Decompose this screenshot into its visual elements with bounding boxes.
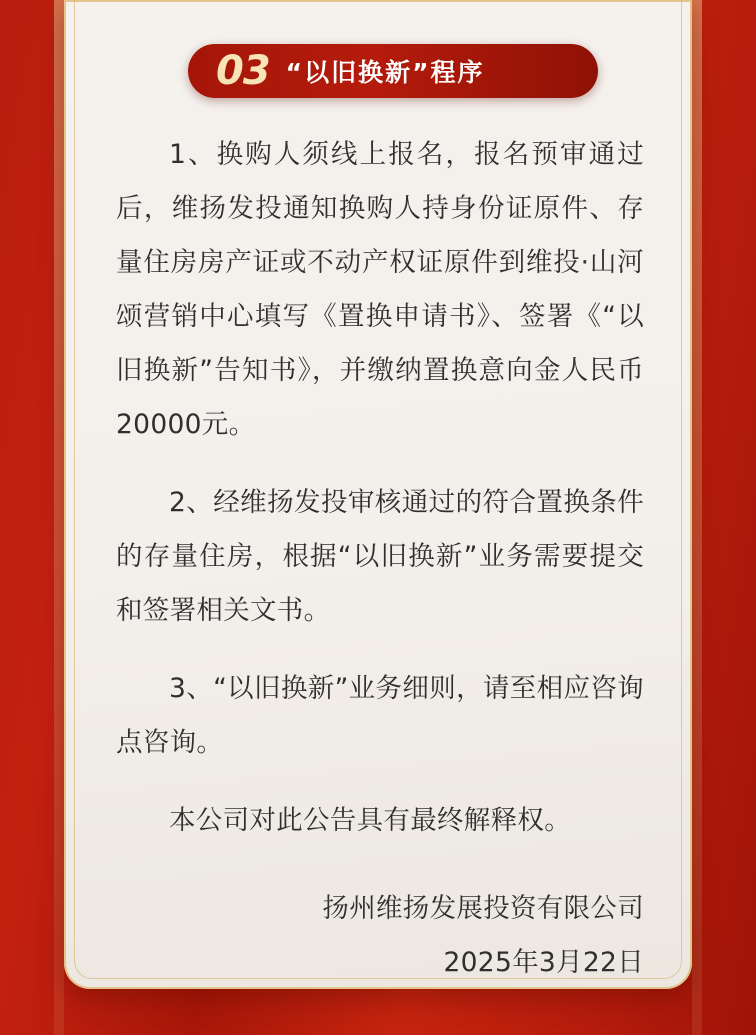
right-gold-edge	[692, 0, 702, 1035]
signature-date: 2025年3月22日	[443, 947, 644, 978]
content-card	[64, 0, 692, 989]
body-text	[116, 128, 644, 989]
section-title: “以旧换新”程序	[285, 58, 485, 87]
paragraph-2: 2、经维扬发投审核通过的符合置换条件的存量住房，根据“以旧换新”业务需要提交和签署相关文书。	[116, 487, 644, 626]
section-header	[188, 44, 598, 98]
left-gold-edge	[54, 0, 64, 1035]
signature-block	[116, 882, 644, 989]
paragraph-3: 3、“以旧换新”业务细则，请至相应咨询点咨询。	[116, 673, 644, 758]
paragraph-1: 1、换购人须线上报名，报名预审通过后，维扬发投通知换购人持身份证原件、存量住房房产证或不动产权证原件到维投·山河颂营销中心填写《置换申请书》、签署《“以旧换新”告知书》，并缴纳置换意向金人民币20000元。	[116, 139, 644, 440]
signature-company: 扬州维扬发展投资有限公司	[322, 893, 644, 924]
paragraph-4: 本公司对此公告具有最终解释权。	[169, 805, 571, 836]
section-number: 03	[216, 48, 270, 94]
